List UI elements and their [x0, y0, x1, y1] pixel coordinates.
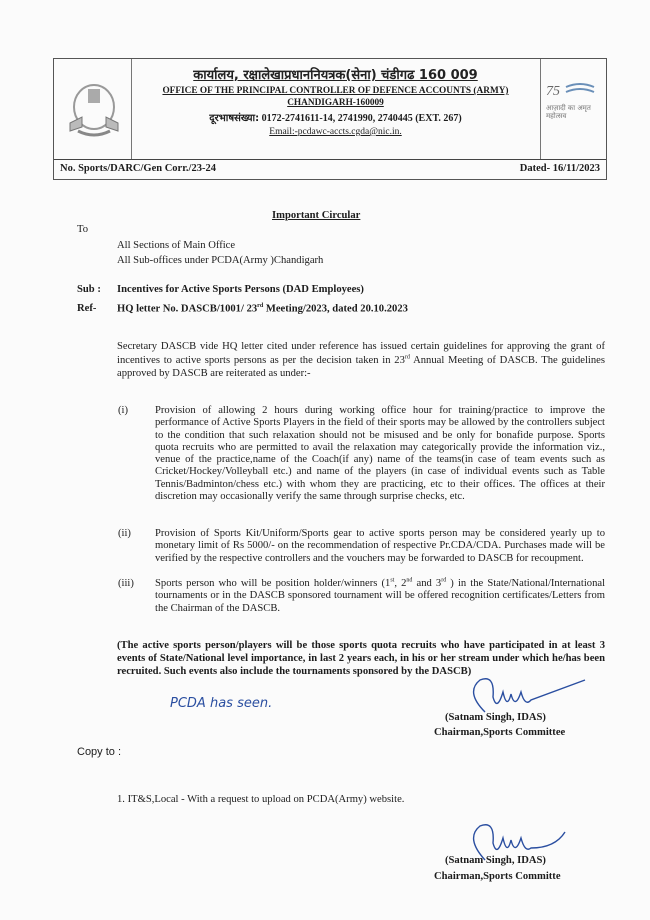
signatory-name: (Satnam Singh, IDAS)	[445, 855, 546, 866]
email-link[interactable]: Email:-pcdawc-accts.cgda@nic.in.	[269, 127, 402, 137]
ref-label: Ref-	[77, 303, 97, 314]
signatory-title: Chairman,Sports Committe	[434, 871, 561, 882]
guideline-item: (ii) Provision of Sports Kit/Uniform/Sports gear to active sports person may be considered yearly up to monetary limit of Rs 5000/- on the recommendation of respective Pr.CDA/CDA. Purchases made will be verified by the respective controllers and the vouchers may be forwarded to DASCB for recoupment.	[118, 528, 605, 564]
handwritten-note: PCDA has seen.	[170, 696, 273, 711]
signatory-name: (Satnam Singh, IDAS)	[445, 712, 546, 723]
signatory-title: Chairman,Sports Committee	[434, 727, 566, 738]
phone-numbers: 0172-2741611-14, 2741990, 2740445 (EXT. 267)	[261, 113, 462, 124]
divider	[54, 159, 606, 160]
emblem-logo-icon	[68, 79, 120, 141]
reference-number: No. Sports/DARC/Gen Corr./23-24	[60, 163, 216, 174]
reference-letter: HQ letter No. DASCB/1001/ 23rd Meeting/2023, dated 20.10.2023	[117, 303, 408, 315]
subject: Incentives for Active Sports Persons (DAD Employees)	[117, 284, 364, 295]
guideline-item: (iii) Sports person who will be position holder/winners (1st, 2nd and 3rd ) in the State/National/International tournaments or in the DASCB sponsored tournament will be offered recognition certificates/Letters from the Chairman of the DASCB.	[118, 577, 606, 614]
subject-label: Sub :	[77, 284, 101, 295]
copy-item: 1. IT&S,Local - With a request to upload on PCDA(Army) website.	[117, 794, 405, 805]
to-label: To	[77, 224, 89, 235]
azadi-logo: 75 आज़ादी का अमृत महोत्सव	[546, 81, 604, 120]
intro-paragraph: Secretary DASCB vide HQ letter cited under reference has issued certain guidelines for approving the grant of incentives to active sports persons as per the decision taken in 23rd Annual Meeting of DASCB. The guidelines approved by DASCB are reiterated as under:-	[117, 341, 605, 379]
copy-to-label: Copy to :	[77, 746, 122, 758]
hindi-title: कार्यालय, रक्षालेखाप्रधाननियत्रक(सेना) चंडीगढ 160 009	[193, 68, 478, 83]
svg-text:75: 75	[546, 84, 560, 99]
recipients	[117, 238, 323, 268]
phone-label: दूरभाषसंख्या:	[209, 113, 260, 124]
azadi-logo-icon	[546, 81, 596, 99]
office-city: CHANDIGARH-160009	[287, 98, 384, 108]
dated: Dated- 16/11/2023	[519, 163, 600, 174]
guideline-item: (i) Provision of allowing 2 hours during working office hour for training/practice to improve the performance of Active Sports Players in the field of their sports may be allowed by the controllers subject to the condition that such relaxation should not be misused and be only for bonafide purpose. Sports quota recruits who are permitted to avail the relaxation may categorically provide the information viz., venue of the practice,name of the Coach(if any) name of the teams(in case of team events such as Cricket/Hockey/Volleyball etc.) and name of the players (in case of individual events such as Table Tennis/Badminton/chess etc.) with whom they are practicing, etc to their offices. The offices at their discretion may occasionally verify the same through surprise checks, etc.	[118, 405, 605, 503]
circular-title: Important Circular	[272, 210, 361, 221]
recipient: All Sub-offices under PCDA(Army )Chandigarh	[117, 255, 324, 266]
office-name: OFFICE OF THE PRINCIPAL CONTROLLER OF DEFENCE ACCOUNTS (ARMY)	[162, 86, 509, 96]
recipient: All Sections of Main Office	[117, 240, 236, 251]
divider	[540, 59, 541, 159]
letterhead	[53, 58, 607, 180]
signature-icon	[455, 672, 590, 717]
eligibility-note: (The active sports person/players will be those sports quota recruits who have participated in at least 3 events of State/National level importance, in last 2 years each, in his or her stream under which he/has been recruited. Such events also include the tournaments sponsored by the DASCB)	[117, 640, 605, 677]
